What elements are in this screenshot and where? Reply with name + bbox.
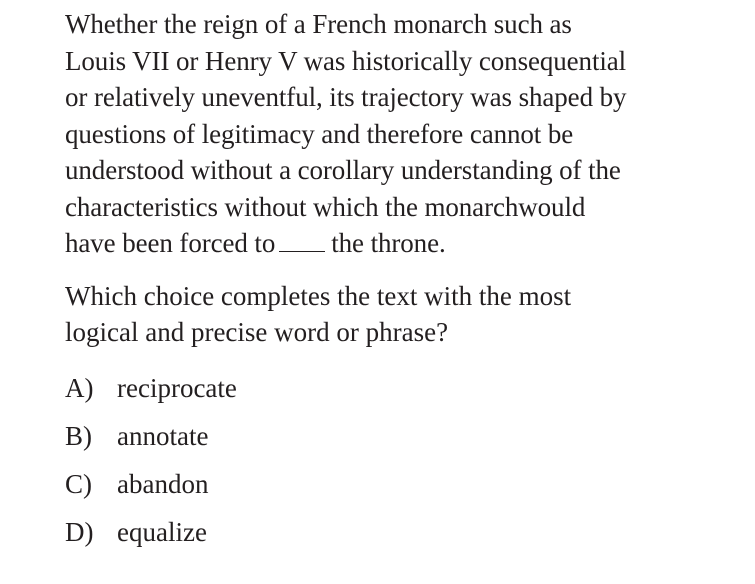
passage-line: or relatively uneventful, its trajectory was shaped by xyxy=(65,82,627,112)
choice-letter: A) xyxy=(65,372,94,403)
choice-letter: D) xyxy=(65,516,94,547)
choice-text: annotate xyxy=(117,420,209,451)
question-prompt xyxy=(65,278,745,350)
choice-a[interactable] xyxy=(65,364,745,412)
choice-b[interactable] xyxy=(65,412,745,460)
passage-text-before-blank: have been forced to xyxy=(65,228,276,258)
choice-text: equalize xyxy=(117,516,207,547)
passage-last-line xyxy=(65,225,745,262)
choice-letter: B) xyxy=(65,420,92,451)
passage-line: Louis VII or Henry V was historically consequential xyxy=(65,45,627,76)
passage-text-after-blank: the throne. xyxy=(331,228,446,258)
passage-line: questions of legitimacy and therefore cannot be xyxy=(65,118,574,149)
choice-text: reciprocate xyxy=(117,372,237,403)
passage-line: characteristics without which the monarchwould xyxy=(65,191,586,222)
choice-letter: C) xyxy=(65,468,92,499)
fill-in-blank xyxy=(279,231,325,252)
question-line: Which choice completes the text with the most xyxy=(65,280,572,311)
choice-d[interactable] xyxy=(65,508,745,556)
passage-text xyxy=(65,6,745,262)
choice-text: abandon xyxy=(117,468,209,499)
answer-choices xyxy=(65,364,745,556)
passage-line: understood without a corollary understanding of the xyxy=(65,155,621,185)
question-page xyxy=(65,6,745,556)
choice-c[interactable] xyxy=(65,460,745,508)
question-line: logical and precise word or phrase? xyxy=(65,316,449,347)
passage-line: Whether the reign of a French monarch such as xyxy=(65,9,572,39)
